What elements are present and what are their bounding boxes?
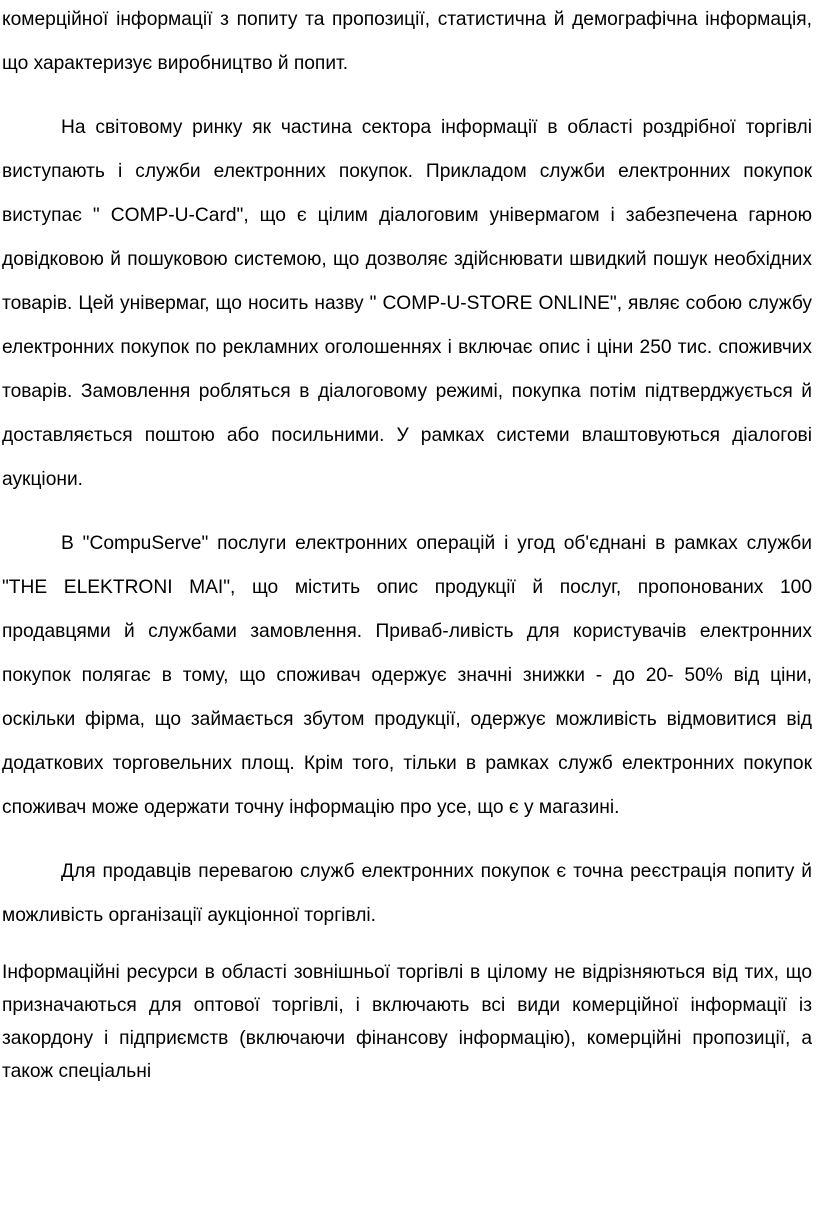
paragraph-electronic-shopping: На світовому ринку як частина сектора інформації в області роздрібної торгівлі виступають і служби електронних покупок. Прикладом служби електронних покупок виступає " COMP-U-Card", що є цілим діалоговим універмагом і забезпечена гарною довідковою й пошуковою системою, що дозволяє здійснювати швидкий пошук необхідних товарів. Цей універмаг, що носить назву " COMP-U-STORE ONLINE", являє собою службу електронних покупок по рекламних оголошеннях і включає опис і ціни 250 тис. споживчих товарів. Замовлення робляться в діалоговому режимі, покупка потім підтверджується й доставляється поштою або посильними. У рамках системи влаштовуються діалогові аукціони. (2, 117, 812, 490)
paragraph-foreign-trade: Інформаційні ресурси в області зовнішньої торгівлі в цілому не відрізняються від тих, що призначаються для оптової торгівлі, і включають всі види комерційної інформації із закордону і підприємств (включаючи фінансову інформацію), комерційні пропозиції, а також спеціальні (2, 962, 812, 1082)
paragraph-seller-advantages: Для продавців перевагою служб електронних покупок є точна реєстрація попиту й можливість організації аукціонної торгівлі. (2, 861, 812, 926)
paragraph-continuation: комерційної інформації з попиту та пропозиції, статистична й демографічна інформація, що характеризує виробництво й попит. (2, 9, 812, 74)
paragraph-compuserve: В "CompuServe" послуги електронних операцій і угод об'єднані в рамках служби "THE ELEKTRONI MAI", що містить опис продукції й послуг, пропонованих 100 продавцями й службами замовлення. Приваб-ливість для користувачів електронних покупок полягає в тому, що споживач одержує значні знижки - до 20- 50% від ціни, оскільки фірма, що займається збутом продукції, одержує можливість відмовитися від додаткових торговельних площ. Крім того, тільки в рамках служб електронних покупок споживач може одержати точну інформацію про усе, що є у магазині. (2, 533, 812, 818)
